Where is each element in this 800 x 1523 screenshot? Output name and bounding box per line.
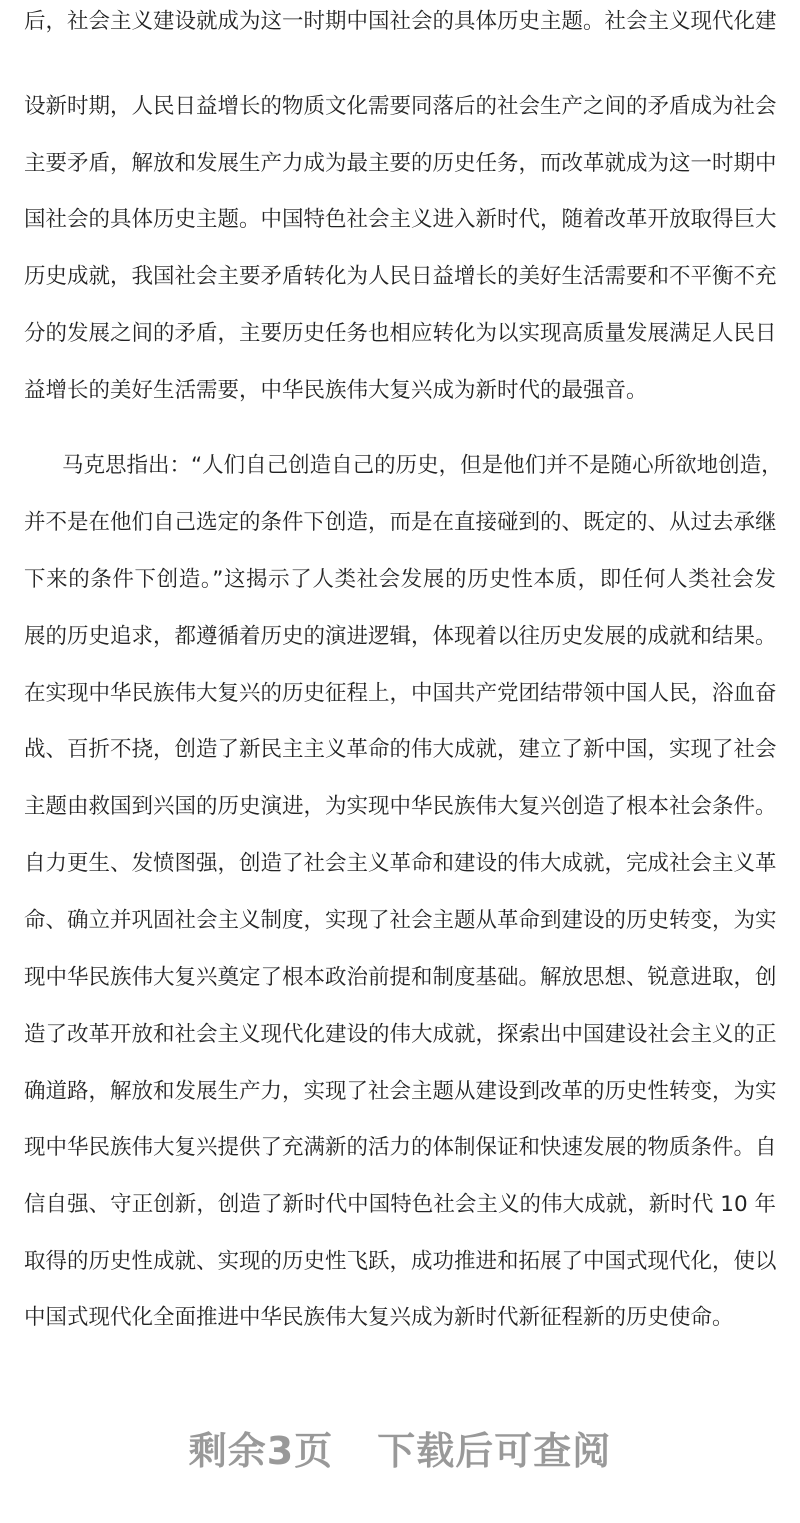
download-to-view-label: 下载后可查阅 bbox=[377, 1429, 612, 1473]
text-line: 在实现中华民族伟大复兴的历史征程上，中国共产党团结带领中国人民，浴血奋 bbox=[24, 681, 777, 706]
text-line: 国社会的具体历史主题。中国特色社会主义进入新时代，随着改革开放取得巨大 bbox=[24, 207, 777, 232]
text-line: 历史成就，我国社会主要矛盾转化为人民日益增长的美好生活需要和不平衡不充 bbox=[24, 264, 777, 289]
text-line: 造了改革开放和社会主义现代化建设的伟大成就，探索出中国建设社会主义的正 bbox=[24, 1022, 777, 1047]
text-line: 命、确立并巩固社会主义制度，实现了社会主题从革命到建设的历史转变，为实 bbox=[24, 908, 777, 933]
text-line: 并不是在他们自己选定的条件下创造，而是在直接碰到的、既定的、从过去承继 bbox=[24, 510, 777, 535]
text-line: 确道路，解放和发展生产力，实现了社会主题从建设到改革的历史性转变，为实 bbox=[24, 1079, 777, 1104]
remaining-pages-label: 剩余3页 bbox=[188, 1429, 334, 1473]
text-line: 战、百折不挠，创造了新民主主义革命的伟大成就，建立了新中国，实现了社会 bbox=[24, 737, 777, 762]
text-line: 主要矛盾，解放和发展生产力成为最主要的历史任务，而改革就成为这一时期中 bbox=[24, 151, 777, 176]
download-prompt[interactable] bbox=[0, 1420, 800, 1475]
text-line: 展的历史追求，都遵循着历史的演进逻辑，体现着以往历史发展的成就和结果。 bbox=[24, 624, 777, 649]
text-line: 取得的历史性成就、实现的历史性飞跃，成功推进和拓展了中国式现代化，使以 bbox=[24, 1249, 777, 1274]
text-line: 分的发展之间的矛盾，主要历史任务也相应转化为以实现高质量发展满足人民日 bbox=[24, 321, 777, 346]
text-line: 下来的条件下创造。”这揭示了人类社会发展的历史性本质，即任何人类社会发 bbox=[24, 567, 776, 592]
text-line: 现中华民族伟大复兴奠定了根本政治前提和制度基础。解放思想、锐意进取，创 bbox=[24, 965, 777, 990]
text-line: 益增长的美好生活需要，中华民族伟大复兴成为新时代的最强音。 bbox=[24, 378, 648, 403]
text-line: 主题由救国到兴国的历史演进，为实现中华民族伟大复兴创造了根本社会条件。 bbox=[24, 794, 777, 819]
text-line: 中国式现代化全面推进中华民族伟大复兴成为新时代新征程新的历史使命。 bbox=[24, 1305, 734, 1330]
text-line: 信自强、守正创新，创造了新时代中国特色社会主义的伟大成就，新时代 10 年 bbox=[24, 1192, 776, 1217]
text-line: 马克思指出：“人们自己创造自己的历史，但是他们并不是随心所欲地创造， bbox=[62, 453, 783, 478]
text-line: 设新时期，人民日益增长的物质文化需要同落后的社会生产之间的矛盾成为社会 bbox=[24, 94, 777, 119]
text-line: 后，社会主义建设就成为这一时期中国社会的具体历史主题。社会主义现代化建 bbox=[24, 9, 777, 34]
text-line: 自力更生、发愤图强，创造了社会主义革命和建设的伟大成就，完成社会主义革 bbox=[24, 851, 777, 876]
text-line: 现中华民族伟大复兴提供了充满新的活力的体制保证和快速发展的物质条件。自 bbox=[24, 1135, 777, 1160]
